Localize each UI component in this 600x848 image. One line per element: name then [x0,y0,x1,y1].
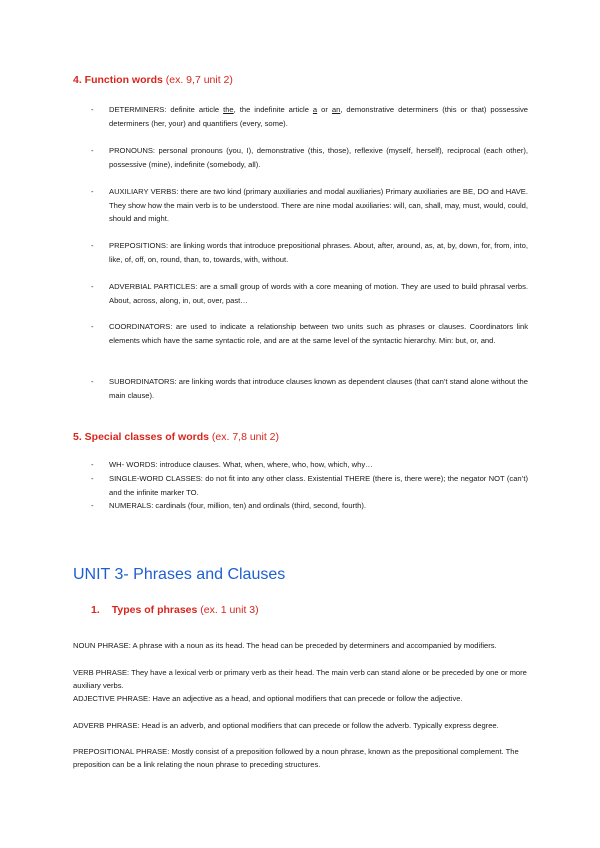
bullet-dash: - [91,501,94,510]
section-5-ref: (ex. 7,8 unit 2) [208,431,280,443]
item-label: SUBORDINATORS: [109,377,177,386]
bullet-dash: - [91,460,94,469]
bullet-dash: - [91,322,94,331]
list-item-adverbial-particles: ADVERBIAL PARTICLES: are a small group of words with a core meaning of motion. They are used to build phrasal verbs. About, across, along, in, out, over, past… [109,282,529,305]
item-label: COORDINATORS: [109,322,173,331]
heading-ref: (ex. 1 unit 3) [197,604,259,616]
item-label: AUXILIARY VERBS: [109,187,179,196]
item-label: ADVERBIAL PARTICLES: [109,282,198,291]
noun-phrase-definition: NOUN PHRASE: A phrase with a noun as its head. The head can be preceded by determiners and accompanied by modifiers. [73,641,497,650]
prepositional-phrase-definition: PREPOSITIONAL PHRASE: Mostly consist of a preposition followed by a noun phrase, known as the prepositional complement. The preposition can be a link relating the noun phrase to preceding structures. [73,747,519,770]
section-5-heading [73,431,279,443]
section-4-heading [73,74,233,86]
list-item-single-word-classes: SINGLE-WORD CLASSES: do not fit into any other class. Existential THERE (there is, there were); the negator NOT (can’t) and the infinite marker TO. [109,474,528,497]
adverb-phrase-definition: ADVERB PHRASE: Head is an adverb, and optional modifiers that can precede or follow the adverb. Typically express degree. [73,721,499,730]
list-item-wh-words: WH- WORDS: introduce clauses. What, when, where, who, how, which, why… [109,460,373,469]
bullet-dash: - [91,377,94,386]
item-label: SINGLE-WORD CLASSES: [109,474,203,483]
unit-3-title: UNIT 3- Phrases and Clauses [73,566,286,583]
bullet-dash: - [91,105,94,114]
bullet-dash: - [91,474,94,483]
bullet-dash: - [91,241,94,250]
list-item-numerals: NUMERALS: cardinals (four, million, ten) and ordinals (third, second, fourth). [109,501,367,510]
item-label: WH- WORDS: [109,460,158,469]
list-item-pronouns: PRONOUNS: personal pronouns (you, I), demonstrative (this, those), reflexive (myself, herself), reciprocal (each other), possessive (mine), indefinite (somebody, all). [109,146,528,169]
list-item-determiners: DETERMINERS: definite article the, the indefinite article a or an, demonstrative determiners (this or that) possessive determiners (her, your) and quantifiers (every, some). [109,105,529,128]
section-4-title: 4. Function words [73,74,163,86]
adjective-phrase-definition: ADJECTIVE PHRASE: Have an adjective as a head, and optional modifiers that can precede or follow the adjective. [73,694,463,703]
item-label: NOUN PHRASE: [73,641,131,650]
item-label: NUMERALS: [109,501,154,510]
item-label: PREPOSITIONS: [109,241,169,250]
item-label: PRONOUNS: [109,146,155,155]
list-item-auxiliary-verbs: AUXILIARY VERBS: there are two kind (primary auxiliaries and modal auxiliaries) Primary auxiliaries are BE, DO and HAVE. They show how the main verb is to be understood. There are nine modal auxiliaries: will, can, shall, may, must, would, could, should and might. [109,187,528,223]
bullet-dash: - [91,282,94,291]
item-label: VERB PHRASE: [73,668,130,677]
item-label: ADJECTIVE PHRASE: [73,694,151,703]
item-label: PREPOSITIONAL PHRASE: [73,747,170,756]
list-item-prepositions: PREPOSITIONS: are linking words that introduce prepositional phrases. About, after, around, as, at, by, down, for, from, into, like, of, off, on, round, than, to, towards, with, without. [109,241,528,264]
list-item-coordinators: COORDINATORS: are used to indicate a relationship between two units such as phrases or clauses. Coordinators link elements which have the same syntactic role, and are at the same level of the syntactic hierarchy. Min: but, or, and. [109,322,528,345]
list-item-subordinators: SUBORDINATORS: are linking words that introduce clauses known as dependent clauses (that can’t stand alone without the main clause). [109,377,528,400]
bullet-dash: - [91,187,94,196]
item-label: DETERMINERS: [109,105,167,114]
heading-text: Types of phrases [111,604,198,616]
verb-phrase-definition: VERB PHRASE: They have a lexical verb or primary verb as their head. The main verb can stand alone or be preceded by one or more auxiliary verbs. [73,668,527,691]
heading-number: 1. [91,604,100,616]
section-5-title: 5. Special classes of words [73,431,209,443]
bullet-dash: - [91,146,94,155]
section-4-ref: (ex. 9,7 unit 2) [162,74,233,86]
types-of-phrases-heading [91,604,259,616]
item-label: ADVERB PHRASE: [73,721,140,730]
